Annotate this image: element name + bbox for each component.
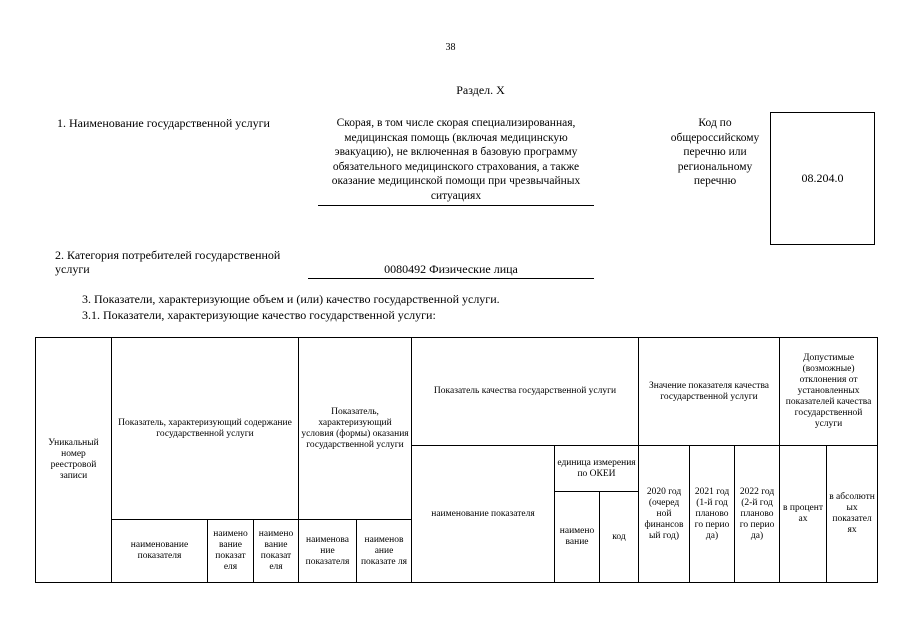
- unique-number-header: Уникальный номер реестровой записи: [36, 338, 112, 583]
- quality-indicators-table: [35, 337, 878, 583]
- page-number: 38: [445, 42, 456, 53]
- service-name: Скорая, в том числе скорая специализированная, медицинская помощь (включая медицинскую эвакуацию), не включенная в базовую программу обязательного медицинского страхования, а также оказание медицинской помощи при чрезвычайных ситуациях: [318, 116, 594, 206]
- content-group-header: Показатель, характеризующий содержание государственной услуги: [112, 338, 299, 520]
- year-2020-header: 2020 год (очеред ной финансов ый год): [639, 446, 690, 583]
- year-2021-header: 2021 год (1-й год планово го перио да): [690, 446, 735, 583]
- conditions-group-header: Показатель, характеризующий условия (формы) оказания государственной услуги: [299, 338, 412, 520]
- quality-indicators-heading: 3.1. Показатели, характеризующие качество государственной услуги:: [82, 308, 436, 322]
- deviation-percent-header: в процент ах: [780, 446, 827, 583]
- value-group-header: Значение показателя качества государственной услуги: [639, 338, 780, 446]
- quality-group-header: Показатель качества государственной услуги: [412, 338, 639, 446]
- content-col1-header: наименование показателя: [112, 520, 208, 583]
- deviation-group-header: Допустимые (возможные) отклонения от установленных показателей качества государственной услуги: [780, 338, 878, 446]
- unit-group-header: единица измерения по ОКЕИ: [555, 446, 639, 492]
- year-2022-header: 2022 год (2-й год планово го перио да): [735, 446, 780, 583]
- category-value: 0080492 Физические лица: [308, 262, 594, 279]
- code-label: Код по общероссийскому перечню или региональному перечню: [670, 117, 760, 187]
- conditions-col2-header: наименов ание показате ля: [357, 520, 412, 583]
- indicators-heading: 3. Показатели, характеризующие объем и (или) качество государственной услуги.: [82, 292, 500, 306]
- section-title: Раздел. X: [456, 83, 505, 97]
- unit-name-header: наимено вание: [555, 492, 600, 583]
- service-label: 1. Наименование государственной услуги: [57, 116, 270, 130]
- conditions-col1-header: наименова ние показателя: [299, 520, 357, 583]
- deviation-absolute-header: в абсолютн ых показател ях: [827, 446, 878, 583]
- content-col2-header: наимено вание показат еля: [208, 520, 254, 583]
- category-label: 2. Категория потребителей государственной услуги: [55, 248, 281, 276]
- content-col3-header: наимено вание показат еля: [254, 520, 299, 583]
- code-box: [770, 112, 875, 245]
- indicator-name-header: наименование показателя: [412, 446, 555, 583]
- code-value: 08.204.0: [801, 171, 844, 185]
- unit-code-header: код: [600, 492, 639, 583]
